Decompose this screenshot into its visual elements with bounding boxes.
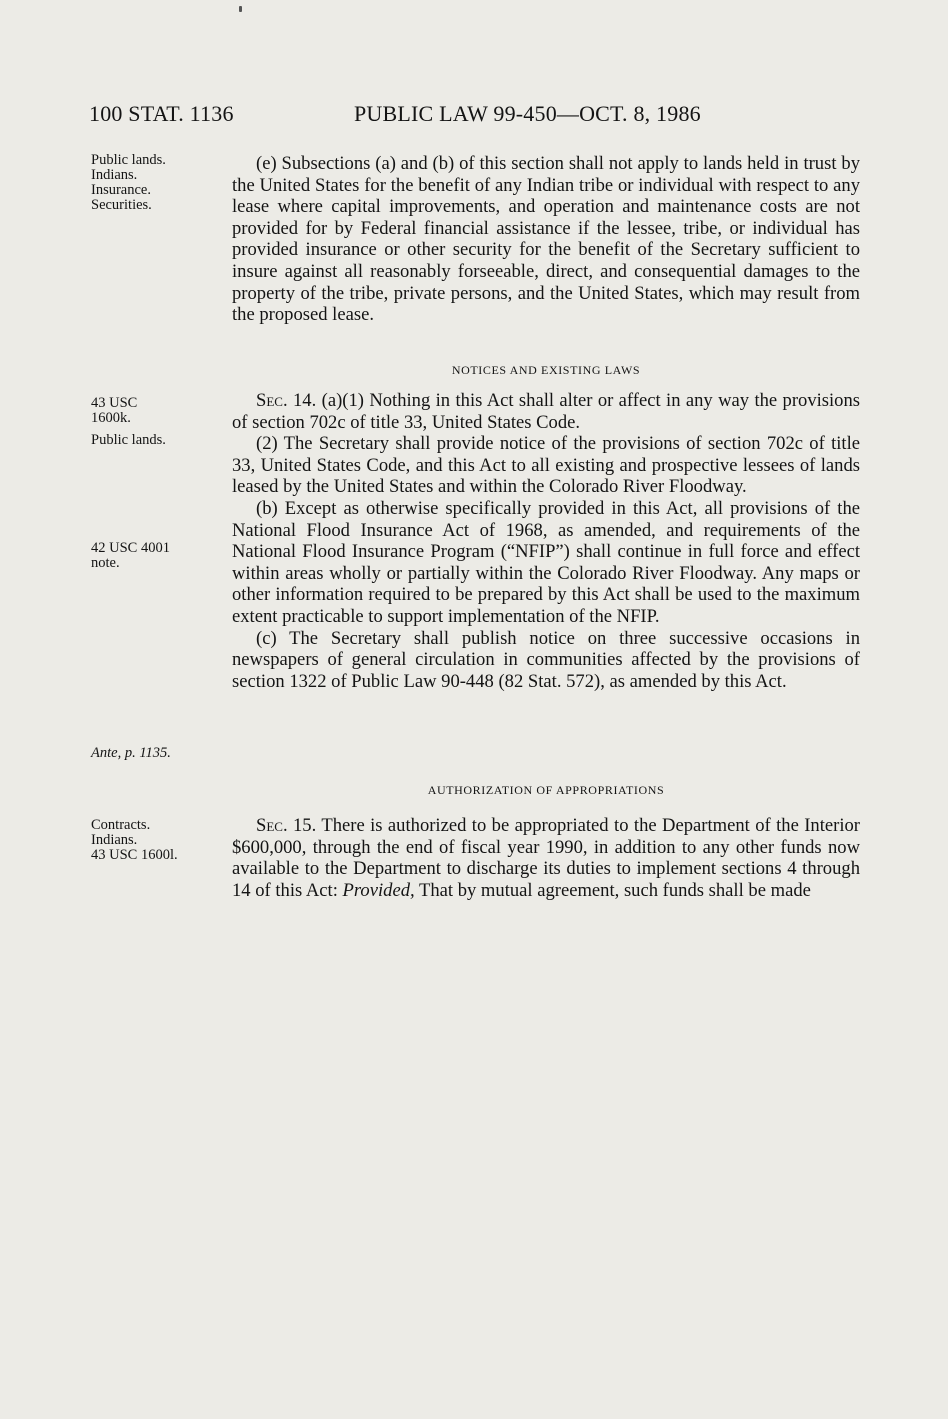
- heading-notices-existing-laws: NOTICES AND EXISTING LAWS: [451, 363, 641, 377]
- margin-note-line: Securities.: [91, 197, 152, 213]
- margin-note-line: Insurance.: [91, 182, 151, 198]
- law-title: PUBLIC LAW 99-450—OCT. 8, 1986: [354, 101, 701, 126]
- paragraph-sec14-c: (c) The Secretary shall publish notice on three successive occasions in newspapers of general circulation in communities affected by the provisions of section 1322 of Public Law 90-448 (82 Stat. 572), as amended by this Act.: [232, 627, 860, 692]
- margin-note-public-lands: [91, 153, 221, 213]
- sec14-a1-text: (a)(1) Nothing in this Act shall alter or affect in any way the provisions of section 702c of title 33, United States Code.: [232, 390, 861, 433]
- margin-note-ante: [91, 746, 221, 761]
- margin-note-42-usc-4001: [91, 541, 221, 571]
- margin-note-line: Indians.: [91, 832, 138, 848]
- margin-note-line: Public lands.: [91, 432, 166, 448]
- paragraph-sec14-a1: [232, 390, 860, 433]
- running-header: [89, 101, 879, 131]
- section-label: Sec. 14.: [256, 390, 317, 411]
- section-14: [232, 390, 860, 692]
- margin-note-line: 42 USC 4001: [91, 540, 170, 556]
- margin-note-43-usc-1600k: [91, 396, 221, 426]
- paragraph-sec14-a2: (2) The Secretary shall provide notice of the provisions of section 702c of title 33, United States Code, and this Act to all existing and prospective lessees of lands leased by the United States and within the Colorado River Floodway.: [232, 433, 860, 498]
- margin-note-line: Contracts.: [91, 817, 151, 833]
- margin-note-line: 43 USC 1600l.: [91, 847, 178, 863]
- stat-citation: 100 STAT. 1136: [89, 101, 234, 126]
- scan-speck: [239, 6, 242, 12]
- heading-authorization-appropriations: AUTHORIZATION OF APPROPRIATIONS: [427, 783, 665, 797]
- margin-note-line: 1600k.: [91, 410, 131, 426]
- margin-note-public-lands-2: [91, 433, 221, 448]
- paragraph-subsection-e: (e) Subsections (a) and (b) of this section shall not apply to lands held in trust by the United States for the benefit of any Indian tribe or individual with respect to any lease where capital improvements, and operation and maintenance costs are not provided for by Federal financial assistance if the lessee, tribe, or individual has provided insurance or other security for the benefit of the Secretary sufficient to insure against all reasonably forseeable, direct, and consequential damages to the property of the tribe, private persons, and the United States, which may result from the proposed lease.: [232, 153, 860, 326]
- section-label: Sec. 15.: [256, 815, 317, 836]
- subsection-e: [232, 153, 860, 326]
- paragraph-sec15: [232, 815, 860, 901]
- margin-note-line: note.: [91, 555, 120, 571]
- margin-note-line: Ante, p. 1135.: [91, 745, 171, 761]
- margin-note-line: 43 USC: [91, 395, 138, 411]
- provided-italic: Provided,: [342, 879, 415, 901]
- paragraph-sec14-b: (b) Except as otherwise specifically provided in this Act, all provisions of the National Flood Insurance Act of 1968, as amended, and requirements of the National Flood Insurance Program (“NFIP”) shall continue in full force and effect within areas wholly or partially within the Colorado River Floodway. Any maps or other information required to be prepared by this Act shall be used to the maximum extent practicable to support implementation of the NFIP.: [232, 497, 860, 627]
- margin-note-contracts: [91, 818, 221, 863]
- sec15-text-1: There is authorized to be appropriated to the Department of the Interior $600,000, through the end of fiscal year 1990, in addition to any other funds now available to the Department to discharge its duties to implement sections 4 through 14 of this Act:: [232, 815, 860, 901]
- section-15: [232, 815, 860, 901]
- margin-note-line: Indians.: [91, 167, 138, 183]
- sec15-text-2: That by mutual agreement, such funds shall be made: [414, 879, 811, 901]
- margin-note-line: Public lands.: [91, 152, 166, 168]
